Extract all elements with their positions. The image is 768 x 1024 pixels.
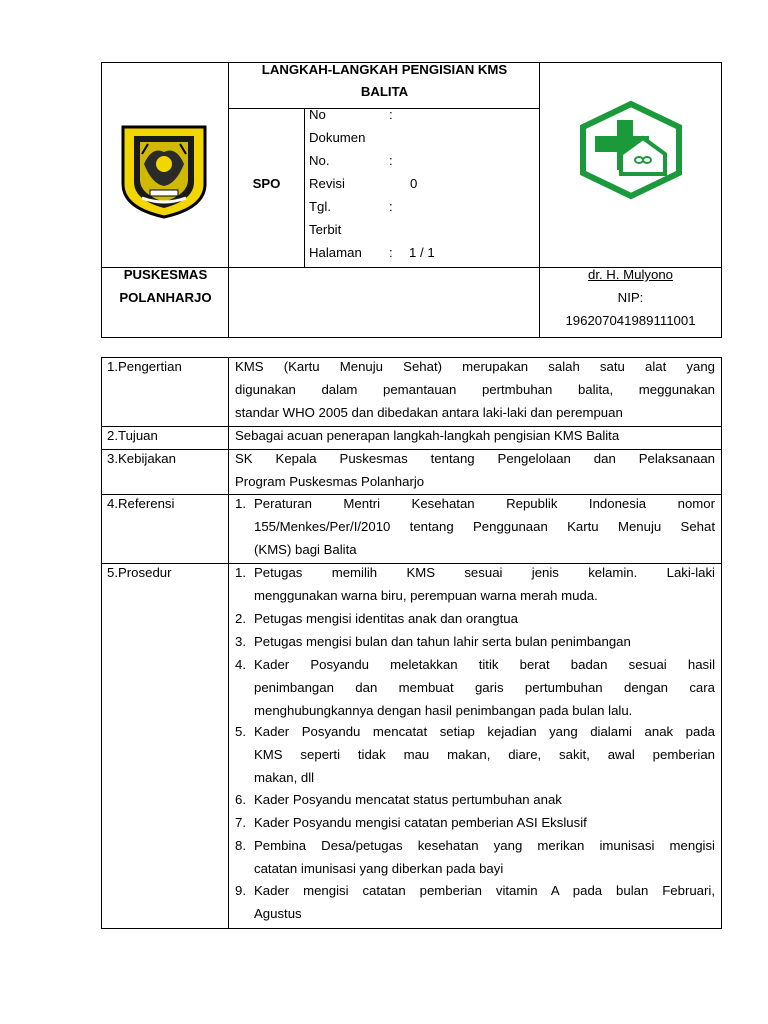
text-line: Kader Posyandu mengisi catatan pemberian ASI Ekslusif: [254, 815, 587, 830]
document-title-line2: BALITA: [360, 84, 409, 99]
spo-label: SPO: [252, 176, 281, 191]
list-number: 1.: [235, 496, 246, 511]
list-item: [254, 721, 715, 789]
list-item: [254, 880, 715, 926]
section-label-pengertian: 1.Pengertian: [107, 359, 182, 374]
pengertian-text: [235, 356, 715, 424]
text-line: digunakan dalam pemantauan pertmbuhan balita, meggunakan: [235, 381, 715, 397]
text-line: Kader mengisi catatan pemberian vitamin A pada bulan Februari,: [254, 883, 715, 898]
text-line: 155/Menkes/Per/I/2010 tentang Penggunaan Kartu Menuju Sehat: [254, 518, 715, 534]
text-line: Petugas mengisi identitas anak dan orangtua: [254, 611, 518, 626]
tujuan-text: [235, 425, 715, 448]
text-line: KMS seperti tidak mau makan, diare, sakit, awal pemberian: [254, 746, 715, 762]
list-number: 1.: [235, 565, 246, 580]
text-line: (KMS) bagi Balita: [254, 541, 357, 557]
section-label-referensi: 4.Referensi: [107, 496, 175, 511]
section-label-prosedur: 5.Prosedur: [107, 565, 172, 580]
doc-info-label: Dokumen: [309, 130, 366, 145]
organization-name-line2: POLANHARJO: [119, 290, 212, 305]
doc-info-label: Revisi: [309, 176, 345, 191]
signer-name: dr. H. Mulyono: [587, 267, 674, 282]
text-line: Pembina Desa/petugas kesehatan yang merikan imunisasi mengisi: [254, 838, 715, 853]
organization-name-line1: PUSKESMAS: [123, 267, 208, 282]
list-item: [254, 631, 715, 654]
list-number: 4.: [235, 657, 246, 672]
text-line: catatan imunisasi yang diberkan pada bayi: [254, 860, 504, 876]
signer-nip: 196207041989111001: [565, 313, 696, 328]
list-number: 7.: [235, 815, 246, 830]
text-line: Sebagai acuan penerapan langkah-langkah pengisian KMS Balita: [235, 428, 620, 443]
list-number: 6.: [235, 792, 246, 807]
doc-info-label: Halaman: [309, 245, 362, 260]
list-item: [254, 812, 715, 835]
list-item: [254, 562, 715, 608]
list-number: 8.: [235, 838, 246, 853]
list-item: [254, 835, 715, 881]
list-number: 9.: [235, 883, 246, 898]
doc-info-label: Terbit: [309, 222, 342, 237]
list-number: 2.: [235, 611, 246, 626]
list-item: [254, 654, 715, 722]
text-line: Petugas mengisi bulan dan tahun lahir serta bulan penimbangan: [254, 634, 631, 649]
list-number: 3.: [235, 634, 246, 649]
text-line: Peraturan Mentri Kesehatan Republik Indonesia nomor: [254, 496, 715, 511]
doc-info-sep: :: [389, 107, 393, 122]
text-line: standar WHO 2005 dan dibedakan antara laki-laki dan perempuan: [235, 404, 623, 420]
list-item: [254, 608, 715, 631]
text-line: Kader Posyandu mencatat setiap kejadian yang dialami anak pada: [254, 724, 715, 739]
doc-info-sep: :: [389, 245, 393, 260]
text-line: menggunakan warna biru, perempuan warna merah muda.: [254, 587, 598, 603]
list-item: [254, 789, 715, 812]
doc-info-sep: :: [389, 153, 393, 168]
text-line: makan, dll: [254, 769, 315, 785]
text-line: KMS (Kartu Menuju Sehat) merupakan salah satu alat yang: [235, 359, 715, 374]
text-line: Program Puskesmas Polanharjo: [235, 473, 425, 489]
list-item: [254, 493, 715, 561]
section-label-tujuan: 2.Tujuan: [107, 428, 158, 443]
text-line: Agustus: [254, 905, 302, 921]
section-label-kebijakan: 3.Kebijakan: [107, 451, 176, 466]
doc-info-value: 0: [410, 176, 418, 191]
doc-info-sep: :: [389, 199, 393, 214]
signer-nip-label: NIP:: [617, 290, 644, 305]
text-line: SK Kepala Puskesmas tentang Pengelolaan dan Pelaksanaan: [235, 451, 715, 466]
kebijakan-text: [235, 448, 715, 494]
text-line: Kader Posyandu meletakkan titik berat badan sesuai hasil: [254, 657, 715, 672]
doc-info-value: 1 / 1: [409, 245, 435, 260]
text-line: penimbangan dan membuat garis pertumbuhan dengan cara: [254, 679, 715, 695]
text-line: Kader Posyandu mencatat status pertumbuhan anak: [254, 792, 562, 807]
list-number: 5.: [235, 724, 246, 739]
doc-info-label: Tgl.: [309, 199, 331, 214]
text-line: Petugas memilih KMS sesuai jenis kelamin. Laki-laki: [254, 565, 715, 580]
doc-info-label: No: [309, 107, 326, 122]
doc-info-label: No.: [309, 153, 330, 168]
document-title-line1: LANGKAH-LANGKAH PENGISIAN KMS: [261, 62, 508, 77]
text-line: menghubungkannya dengan hasil penimbangan pada bulan lalu.: [254, 702, 633, 718]
